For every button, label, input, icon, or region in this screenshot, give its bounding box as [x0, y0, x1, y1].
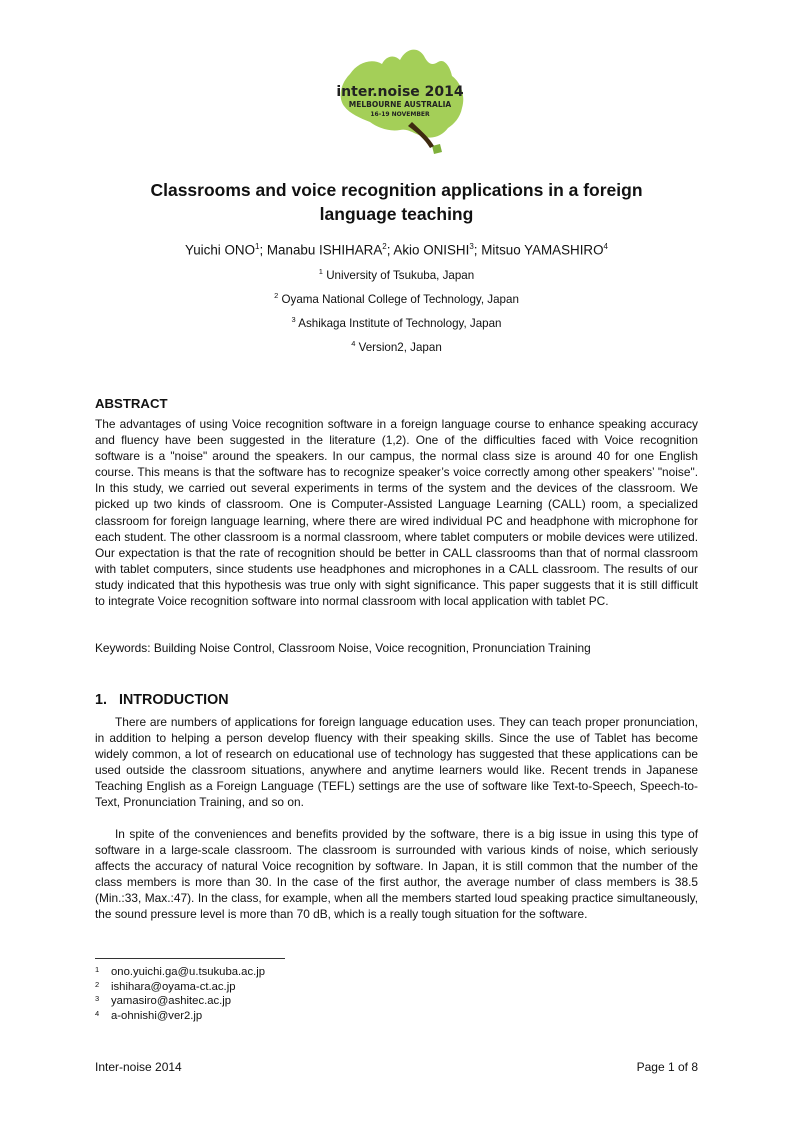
author-name: Mitsuo YAMASHIRO: [481, 242, 604, 258]
footnotes: [95, 965, 595, 1023]
affiliation-4: [95, 336, 698, 356]
footnote-email[interactable]: ishihara@oyama-ct.ac.jp: [111, 980, 236, 993]
paper-title: [95, 178, 698, 226]
title-line-2: language teaching: [319, 204, 474, 224]
affiliation-1: [95, 264, 698, 284]
affiliation-sup: 3: [291, 315, 296, 324]
author-name: Akio ONISHI: [393, 242, 470, 258]
footnote-mark: 3: [95, 994, 100, 1003]
footnote-item: [95, 965, 595, 980]
footnote-item: [95, 980, 595, 995]
footnote-mark: 4: [95, 1008, 100, 1018]
author-name: Manabu ISHIHARA: [266, 242, 383, 258]
footnote-divider: [95, 958, 285, 959]
footnote-email[interactable]: a-ohnishi@ver2.jp: [111, 1009, 203, 1022]
author-sup: 3: [469, 242, 474, 251]
title-line-1: Classrooms and voice recognition applications in a foreign: [150, 180, 643, 200]
affiliation-sup: 4: [351, 339, 356, 348]
intro-paragraph-2: In spite of the conveniences and benefits provided by the software, there is a big issue in using this type of software in a large-scale classroom. The classroom is surrounded with various kinds of noise, which seriously affects the accuracy of natural Voice recognition by software. In Japan, it is still common that the number of the class members is more than 30. In the case of the first author, the average number of class members is 38.5 (Min.:33, Max.:47). In the class, for example, when all the members started loud speaking practice simultaneously, the sound pressure level is more than 70 dB, which is a really tough situation for the software.: [95, 827, 698, 922]
inter-noise-2014-logo: [320, 44, 480, 162]
author-name: Yuichi ONO: [185, 242, 255, 258]
author-separator: ;: [386, 242, 394, 258]
logo-location: MELBOURNE AUSTRALIA: [348, 100, 452, 109]
affiliation-text: Oyama National College of Technology, Japan: [281, 292, 519, 306]
keywords-line: Keywords: Building Noise Control, Classroom Noise, Voice recognition, Pronunciation Training: [95, 641, 591, 655]
footnote-email[interactable]: yamasiro@ashitec.ac.jp: [111, 995, 232, 1007]
footnote-email[interactable]: ono.yuichi.ga@u.tsukuba.ac.jp: [111, 966, 266, 978]
footnote-mark: 2: [95, 979, 100, 989]
section-number: 1.: [95, 692, 107, 708]
footnote-mark: 1: [95, 965, 100, 974]
affiliation-text: Version2, Japan: [358, 340, 442, 354]
section-heading-introduction: [95, 692, 229, 708]
author-separator: ;: [473, 242, 482, 258]
author-sup: 4: [603, 242, 608, 251]
footer-page-number: Page 1 of 8: [636, 1060, 698, 1074]
author-sup: 2: [382, 242, 387, 251]
footnote-item: [95, 1009, 595, 1024]
affiliation-text: Ashikaga Institute of Technology, Japan: [298, 316, 502, 330]
affiliation-sup: 1: [318, 267, 323, 276]
abstract-heading: ABSTRACT: [95, 396, 168, 411]
footer-conference: Inter-noise 2014: [95, 1060, 182, 1074]
abstract-body: The advantages of using Voice recognition software in a foreign language course to enhance speaking accuracy and fluency have been suggested in the literature (1,2). One of the difficulties faced with Voice recognition software is a "noise" around the speakers. In our campus, the normal class size is around 40 for one English course. This means is that the software has to recognize speaker’s voice correctly among other speakers’ "noise". In this study, we carried out several experiments in terms of the system and the devices of the classroom. We picked up two kinds of classroom. One is Computer-Assisted Language Learning (CALL) room, a specialized classroom for foreign language learning, where there are wired individual PC and headphone with microphone for each student. The other classroom is a normal classroom, where tablet computers or mobile devices were utilized. Our expectation is that the rate of recognition should be better in CALL classrooms than that of normal classroom with tablet computers, since students use headphones and microphones in a CALL classroom. The results of our study indicated that this hypothesis was true only with sight significance. This paper suggests that it is still difficult to integrate Voice recognition software into normal classroom with local application with tablet PC.: [95, 417, 698, 609]
logo-title: inter.noise 2014: [336, 84, 464, 100]
author-list: [95, 238, 698, 259]
author-sup: 1: [255, 242, 260, 251]
author-separator: ;: [259, 242, 267, 258]
affiliation-sup: 2: [274, 291, 279, 300]
affiliation-3: [95, 312, 698, 332]
footnote-item: [95, 994, 595, 1009]
intro-paragraph-1: There are numbers of applications for foreign language education uses. They can teach proper pronunciation, in addition to helping a person develop fluency with their speaking skills. Since the use of Tablet has become widely common, a lot of research on educational use of technology has suggested that these applications can be used outside the classroom situations, anywhere and anytime learners would like. Recent trends in Japanese Teaching English as a Foreign Language (TEFL) settings are the use of software like Text-to-Speech, Speech-to-Text, Pronunciation Training, and so on.: [95, 715, 698, 810]
affiliation-text: University of Tsukuba, Japan: [326, 268, 475, 282]
section-title: INTRODUCTION: [119, 692, 229, 708]
affiliation-2: [95, 288, 698, 308]
logo-dates: 16-19 NOVEMBER: [370, 111, 430, 118]
